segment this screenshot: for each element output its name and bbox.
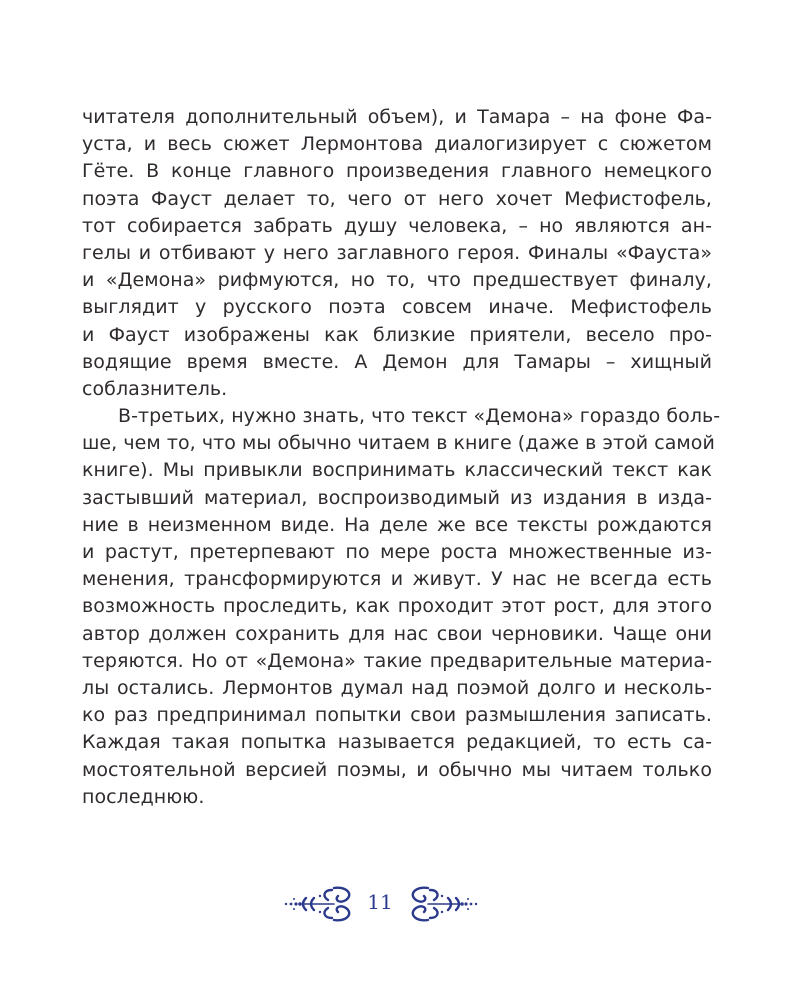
text-line: уста, и весь сюжет Лермонтова диалогизирует с сюжетом — [82, 133, 712, 156]
flourish-left-icon — [274, 876, 364, 932]
page-number: 11 — [367, 890, 393, 914]
text-line: лы остались. Лермонтов думал над поэмой долго и несколь- — [82, 676, 712, 699]
text-line: Каждая такая попытка называется редакцией, то есть са- — [82, 731, 712, 754]
text-line: ше, чем то, что мы обычно читаем в книге (даже в этой самой — [82, 432, 715, 455]
text-line: и «Демона» рифмуются, но то, что предшествует финалу, — [82, 269, 712, 292]
page-footer — [0, 876, 800, 932]
text-line: тот собирается забрать душу человека, – но являются ан- — [82, 214, 712, 237]
text-line: последнюю. — [82, 785, 205, 808]
text-line: водящие время вместе. А Демон для Тамары – хищный — [82, 350, 712, 373]
text-line: Гёте. В конце главного произведения главного немецкого — [82, 160, 712, 183]
text-line: книге). Мы привыкли воспринимать классический текст как — [82, 459, 712, 482]
text-line: теряются. Но от «Демона» такие предварительные материа- — [82, 649, 712, 672]
text-line: менения, трансформируются и живут. У нас не всегда есть — [82, 568, 712, 591]
text-line: возможность проследить, как проходит этот рост, для этого — [82, 595, 712, 618]
text-line: В-третьих, нужно знать, что текст «Демона» гораздо боль- — [118, 405, 721, 428]
flourish-right-icon — [398, 876, 488, 932]
text-line: читателя дополнительный объем), и Тамара – на фоне Фа- — [82, 106, 712, 128]
text-line: и растут, претерпевают по мере роста множественные из- — [82, 541, 712, 563]
text-line: ко раз предпринимал попытки свои размышления записать. — [82, 704, 712, 727]
text-line: выглядит у русского поэта совсем иначе. Мефистофель — [82, 296, 712, 319]
body-text — [82, 104, 721, 811]
text-line: поэта Фауст делает то, чего от него хочет Мефистофель, — [82, 187, 712, 210]
text-line: ние в неизменном виде. На деле же все тексты рождаются — [82, 513, 712, 536]
text-line: застывший материал, воспроизводимый из издания в изда- — [82, 486, 712, 509]
text-line: автор должен сохранить для нас свои черновики. Чаще они — [82, 622, 712, 645]
text-line: соблазнитель. — [82, 377, 228, 400]
text-line: и Фауст изображены как близкие приятели, весело про- — [82, 323, 712, 346]
text-line: гелы и отбивают у него заглавного героя. Финалы «Фауста» — [82, 241, 712, 264]
text-line: мостоятельной версией поэмы, и обычно мы читаем только — [82, 758, 712, 781]
